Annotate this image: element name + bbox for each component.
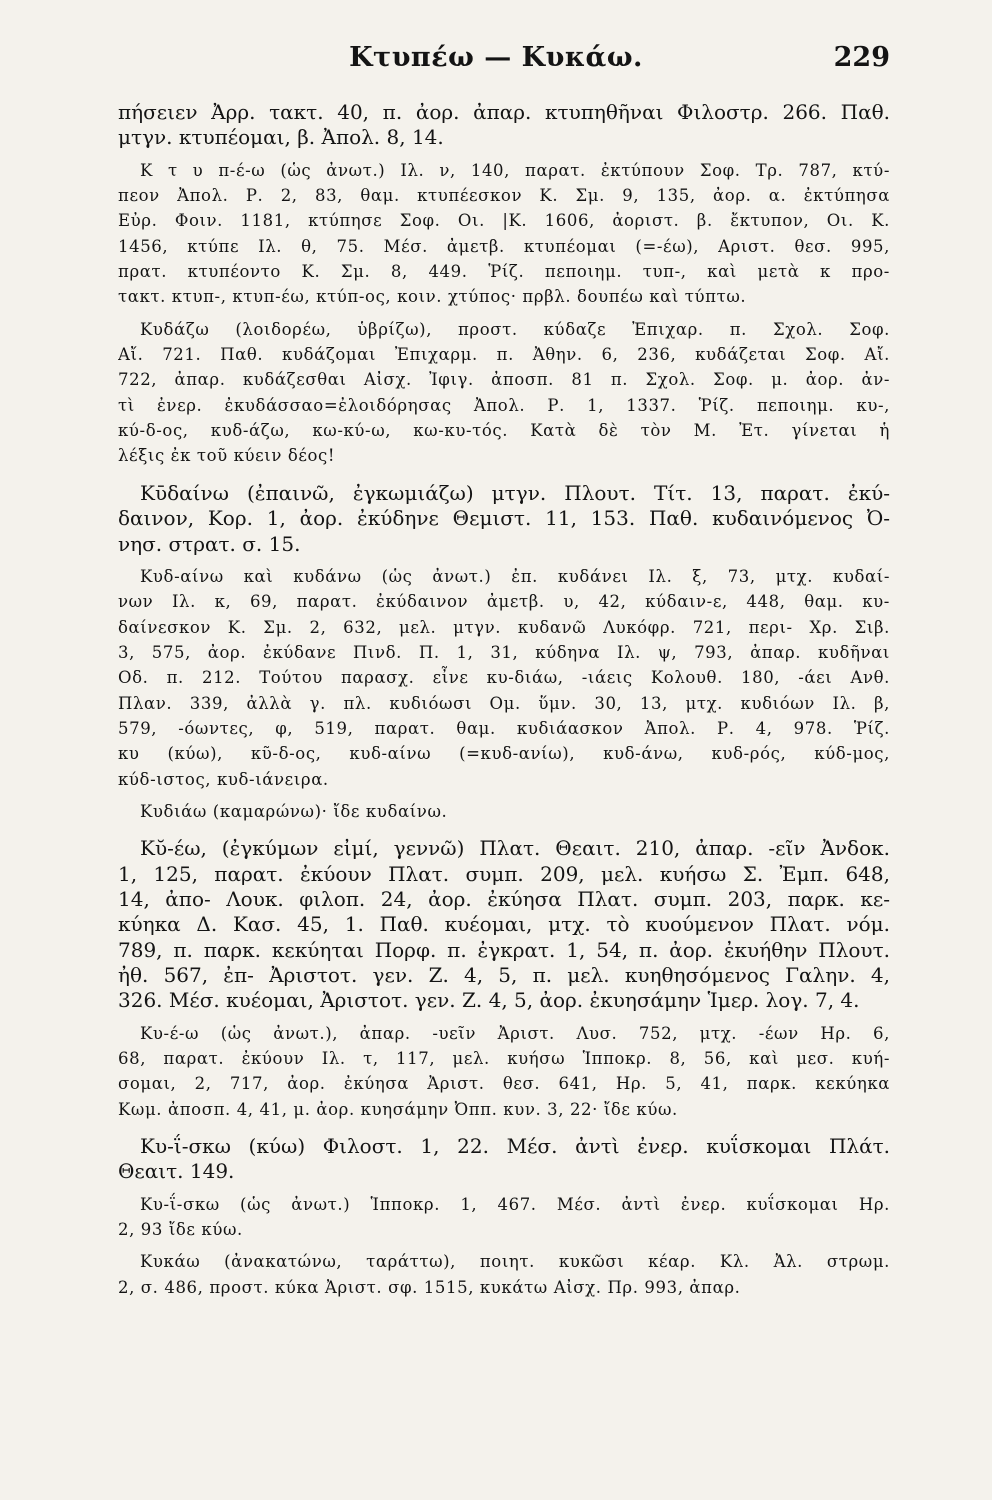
entry-line: Κυδάζω (λοιδορέω, ὑβρίζω), προστ. κύδαζε Ἐπιχαρ. π. Σχολ. Σοφ. xyxy=(140,319,890,339)
entry-line: σομαι, 2, 717, ἀορ. ἐκύησα Ἀριστ. θεσ. 641, Ηρ. 5, 41, παρκ. κεκύηκα xyxy=(118,1074,890,1094)
entry-line: Αἴ. 721. Παθ. κυδάζομαι Ἐπιχαρμ. π. Ἀθην. 6, 236, κυδάζεται Σοφ. Αἴ. xyxy=(118,345,890,365)
entry-line: 2, σ. 486, προστ. κύκα Ἀριστ. σφ. 1515, κυκάτω Αἰσχ. Πρ. 993, ἀπαρ. xyxy=(118,1277,741,1297)
entry-line: ἠθ. 567, ἐπ- Ἀριστοτ. γεν. Ζ. 4, 5, π. μελ. κυηθησόμενος Γαλην. 4, xyxy=(118,963,890,987)
entry-line: Κυ-ΐ-σκω (ὡς ἀνωτ.) Ἱπποκρ. 1, 467. Μέσ. ἀντὶ ἐνερ. κυΐσκομαι Ηρ. xyxy=(140,1194,890,1214)
entry-line: Κυ-έ-ω (ὡς ἀνωτ.), ἀπαρ. -υεῖν Ἀριστ. Λυσ. 752, μτχ. -έων Ηρ. 6, xyxy=(140,1023,890,1043)
entry-line: μτγν. κτυπέομαι, β. Ἀπολ. 8, 14. xyxy=(118,125,444,150)
entry-spacer xyxy=(118,1242,890,1249)
entry-line: 1456, κτύπε Ιλ. θ, 75. Μέσ. ἀμετβ. κτυπέομαι (=-έω), Αριστ. θεσ. 995, xyxy=(118,236,890,256)
entry-spacer xyxy=(118,1122,890,1134)
entry-line: τὶ ἐνερ. ἐκυδάσσαο=ἐλοιδόρησας Ἀπολ. Ρ. 1, 1337. Ῥίζ. πεποιημ. κυ-, xyxy=(118,395,890,415)
entry-line: 3, 575, ἀορ. ἐκύδανε Πινδ. Π. 1, 31, κύδηνα Ιλ. ψ, 793, ἀπαρ. κυδῆναι xyxy=(118,642,890,662)
dictionary-entry xyxy=(118,317,890,469)
entry-line: κύ-δ-ος, κυδ-άζω, κω-κύ-ω, κω-κυ-τός. Κατὰ δὲ τὸν Μ. Ἐτ. γίνεται ἡ xyxy=(118,421,890,441)
entry-spacer xyxy=(118,469,890,481)
page-header xyxy=(0,42,992,82)
entry-line: Οδ. π. 212. Τούτου παρασχ. εἶνε κυ-διάω, -ιάεις Κολουθ. 180, -άει Ανθ. xyxy=(118,668,890,688)
entry-line: δαινον, Κορ. 1, ἀορ. ἐκύδηνε Θεμιστ. 11, 153. Παθ. κυδαινόμενος Ὀ- xyxy=(118,506,890,531)
dictionary-entry xyxy=(118,100,890,151)
entry-line: νων Ιλ. κ, 69, παρατ. ἐκύδαινον ἀμετβ. υ, 42, κύδαιν-ε, 448, θαμ. κυ- xyxy=(118,592,890,612)
dictionary-entry xyxy=(118,836,890,1013)
entry-line: Κυδιάω (καμαρώνω)· ἴδε κυδαίνω. xyxy=(140,801,448,821)
page-number: 229 xyxy=(833,42,890,73)
entry-line: δαίνεσκον Κ. Σμ. 2, 632, μελ. μτγν. κυδανῶ Λυκόφρ. 721, περι- Χρ. Σιβ. xyxy=(118,617,890,637)
entry-line: τακτ. κτυπ-, κτυπ-έω, κτύπ-ος, κοιν. χτύπος· πρβλ. δουπέω καὶ τύπτω. xyxy=(118,287,747,307)
entry-spacer xyxy=(118,824,890,836)
dictionary-entry xyxy=(118,158,890,310)
entry-line: 722, ἀπαρ. κυδάζεσθαι Αἰσχ. Ἰφιγ. ἀποσπ. 81 π. Σχολ. Σοφ. μ. ἀορ. ἀν- xyxy=(118,370,890,390)
entry-spacer xyxy=(118,1185,890,1192)
running-title: Κτυπέω — Κυκάω. xyxy=(349,42,643,73)
entry-spacer xyxy=(118,1014,890,1021)
dictionary-entry xyxy=(118,1134,890,1185)
entry-line: κύδ-ιστος, κυδ-ιάνειρα. xyxy=(118,769,329,789)
dictionary-entry xyxy=(118,1021,890,1122)
entry-line: Πλαν. 339, ἀλλὰ γ. πλ. κυδιόωσι Ομ. ὕμν. 30, 13, μτχ. κυδιόων Ιλ. β, xyxy=(118,693,890,713)
entry-line: νησ. στρατ. σ. 15. xyxy=(118,531,301,556)
entry-line: 789, π. παρκ. κεκύηται Πορφ. π. ἐγκρατ. 1, 54, π. ἀορ. ἐκυήθην Πλουτ. xyxy=(118,937,890,962)
entry-line: Εὐρ. Φοιν. 1181, κτύπησε Σοφ. Οι. |Κ. 1606, ἀοριστ. β. ἔκτυπον, Οι. Κ. xyxy=(118,211,890,231)
dictionary-entry xyxy=(118,1249,890,1300)
entry-line: 14, ἀπο- Λουκ. φιλοπ. 24, ἀορ. ἐκύησα Πλατ. συμπ. 203, παρκ. κε- xyxy=(118,886,890,911)
dictionary-entry xyxy=(118,481,890,557)
entry-spacer xyxy=(118,792,890,799)
entry-spacer xyxy=(118,557,890,564)
entry-line: 326. Μέσ. κυέομαι, Ἀριστοτ. γεν. Ζ. 4, 5, ἀορ. ἐκυησάμην Ἱμερ. λογ. 7, 4. xyxy=(118,988,860,1013)
entry-line: κύηκα Δ. Κασ. 45, 1. Παθ. κυέομαι, μτχ. τὸ κυούμενον Πλατ. νόμ. xyxy=(118,912,890,937)
entry-line: Κυκάω (ἀνακατώνω, ταράττω), ποιητ. κυκῶσι κέαρ. Κλ. Ἀλ. στρωμ. xyxy=(140,1252,890,1272)
entry-line: Κ τ υ π-έ-ω (ὡς ἀνωτ.) Ιλ. ν, 140, παρατ. ἐκτύπουν Σοφ. Τρ. 787, κτύ- xyxy=(140,160,890,180)
entry-line: Κωμ. ἀποσπ. 4, 41, μ. ἀορ. κυησάμην Ὀππ. κυν. 3, 22· ἴδε κύω. xyxy=(118,1099,678,1119)
entry-line: 2, 93 ἴδε κύω. xyxy=(118,1220,243,1240)
entry-line: πρατ. κτυπέοντο Κ. Σμ. 8, 449. Ῥίζ. πεποιημ. τυπ-, καὶ μετὰ κ προ- xyxy=(118,262,890,282)
dictionary-entry xyxy=(118,564,890,792)
entry-line: κυ (κύω), κῦ-δ-ος, κυδ-αίνω (=κυδ-ανίω), κυδ-άνω, κυδ-ρός, κύδ-μος, xyxy=(118,744,890,764)
entry-line: Κῠ-έω, (ἐγκύμων εἰμί, γεννῶ) Πλατ. Θεαιτ. 210, ἀπαρ. -εῖν Ἀνδοκ. xyxy=(140,836,890,861)
entry-line: 68, παρατ. ἐκύουν Ιλ. τ, 117, μελ. κυήσω Ἱπποκρ. 8, 56, καὶ μεσ. κυή- xyxy=(118,1049,890,1069)
entry-line: 579, -όωντες, φ, 519, παρατ. θαμ. κυδιάασκον Ἀπολ. Ρ. 4, 978. Ῥίζ. xyxy=(118,718,890,738)
entry-line: Κῡδαίνω (ἐπαινῶ, ἐγκωμιάζω) μτγν. Πλουτ. Τίτ. 13, παρατ. ἐκύ- xyxy=(140,480,890,505)
entry-line: Θεαιτ. 149. xyxy=(118,1159,235,1184)
entry-line: Κυ-ΐ-σκω (κύω) Φιλοστ. 1, 22. Μέσ. ἀντὶ ἐνερ. κυΐσκομαι Πλάτ. xyxy=(140,1134,890,1159)
dictionary-entry xyxy=(118,799,890,824)
entry-line: λέξις ἐκ τοῦ κύειν δέος! xyxy=(118,446,336,466)
entry-line: πήσειεν Ἀρρ. τακτ. 40, π. ἀορ. ἀπαρ. κτυπηθῆναι Φιλοστρ. 266. Παθ. xyxy=(118,100,890,124)
dictionary-entries xyxy=(118,100,890,1300)
dictionary-entry xyxy=(118,1192,890,1243)
entry-line: πεον Ἀπολ. Ρ. 2, 83, θαμ. κτυπέεσκον Κ. Σμ. 9, 135, ἀορ. α. ἐκτύπησα xyxy=(118,186,890,206)
entry-spacer xyxy=(118,151,890,158)
entry-line: 1, 125, παρατ. ἐκύουν Πλατ. συμπ. 209, μελ. κυήσω Σ. Ἐμπ. 648, xyxy=(118,861,890,886)
entry-spacer xyxy=(118,310,890,317)
entry-line: Κυδ-αίνω καὶ κυδάνω (ὡς ἀνωτ.) ἐπ. κυδάνει Ιλ. ξ, 73, μτχ. κυδαί- xyxy=(140,566,890,586)
